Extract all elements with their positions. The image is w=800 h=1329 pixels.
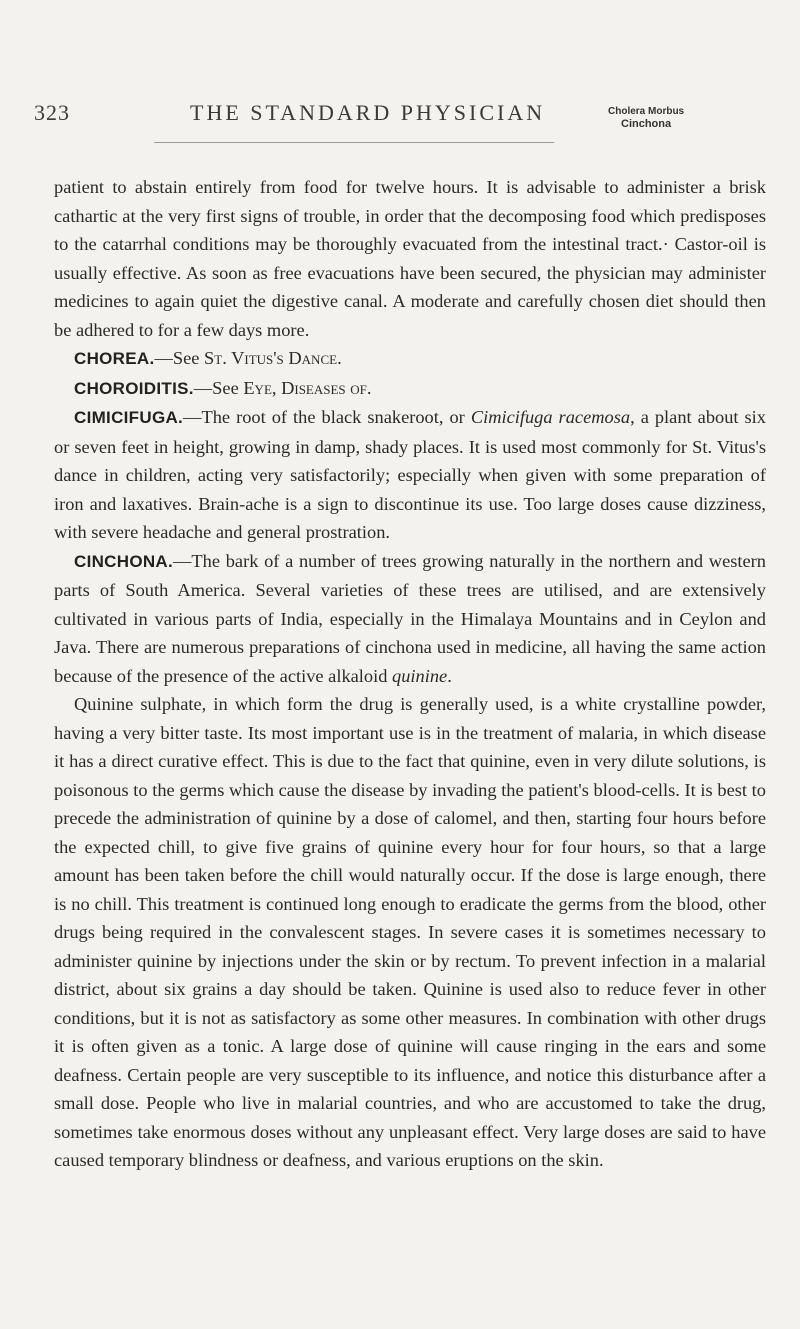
entry-term: CINCHONA. — [74, 551, 174, 571]
entry-text: —The bark of a number of trees growing naturally in the northern and western parts of South America. Several varieties of these trees are utilised, and are extensively cultivated in various parts of India, especially in the Himalaya Mountains and in Ceylon and Java. There are numerous preparations of cinchona used in medicine, all having the same action because of the presence of the active alkaloid — [54, 550, 766, 686]
running-title: THE STANDARD PHYSICIAN — [190, 100, 546, 125]
page-number: 323 — [34, 100, 70, 125]
cross-reference: St. Vitus's Dance — [204, 348, 338, 368]
entry-cinchona — [54, 547, 766, 691]
quinine-paragraph: Quinine sulphate, in which form the drug is generally used, is a white crystalline powder, having a very bitter taste. Its most important use is in the treatment of malaria, in which disease it has a direct curative effect. This is due to the fact that quinine, even in very dilute solutions, is poisonous to the germs which cause the disease by invading the patient's blood-cells. It is best to precede the administration of quinine by a dose of calomel, and then, starting four hours before the expected chill, to give five grains of quinine every hour for four hours, so that a large amount has been taken before the chill would naturally occur. If the dose is large enough, there is no chill. This treatment is continued long enough to eradicate the germs from the blood, other drugs being required in the convalescent stages. In severe cases it is sometimes necessary to administer quinine by injections under the skin or by rectum. To prevent infection in a malarial district, about six grains a day should be taken. Quinine is used also to reduce fever in other conditions, but it is not as satisfactory as some other measures. In combination with other drugs it is often given as a tonic. A large dose of quinine will cause ringing in the ears and some deafness. Certain people are very susceptible to its influence, and notice this disturbance after a small dose. People who live in malarial countries, and who are accustomed to take the drug, sometimes take enormous doses without any unpleasant effect. Very large doses are said to have caused temporary blindness or deafness, and various eruptions on the skin. — [54, 694, 766, 1170]
entry-text: —See — [193, 377, 244, 398]
page-body — [54, 173, 766, 1175]
entry-term: CHOROIDITIS. — [74, 378, 194, 398]
entry-term: CHOREA. — [74, 349, 155, 368]
entry-end: . — [337, 348, 342, 368]
catchword-bottom: Cinchona — [621, 118, 672, 130]
entry-text-continued: . — [447, 665, 452, 686]
entry-term: CIMICIFUGA. — [74, 408, 184, 427]
entry-text-continued: , a plant about six or seven feet in height, growing in damp, shady places. It is used most commonly for St. Vitus's dance in children, acting very satisfactorily; especially when given with some preparation of iron and laxatives. Brain-ache is a sign to discontinue its use. Too large doses cause dizziness, with severe headache and general prostration. — [54, 407, 766, 542]
entry-choroiditis — [54, 374, 766, 404]
entry-end: . — [366, 377, 372, 398]
entry-cimicifuga — [54, 403, 766, 547]
continuation-paragraph: patient to abstain entirely from food for twelve hours. It is advisable to administer a brisk cathartic at the very first signs of trouble, in order that the decomposing food which predisposes to the catarrhal conditions may be thoroughly evacuated from the intestinal tract.· Castor-oil is usually effective. As soon as free evacuations have been secured, the physician may administer medicines to again quiet the digestive canal. A moderate and carefully chosen diet should then be adhered to for a few days more. — [54, 177, 766, 340]
header-rule — [154, 142, 554, 143]
entry-chorea — [54, 344, 766, 374]
alkaloid-name: quinine — [392, 665, 448, 686]
cross-reference: Eye, Diseases of — [243, 377, 367, 398]
entry-text: —See — [154, 348, 205, 368]
latin-name: Cimicifuga racemosa — [470, 407, 631, 427]
page-header — [34, 100, 774, 150]
entry-text: —The root of the black snakeroot, or — [183, 407, 471, 427]
catchword-top: Cholera Morbus — [608, 106, 685, 117]
catchwords — [608, 106, 684, 130]
